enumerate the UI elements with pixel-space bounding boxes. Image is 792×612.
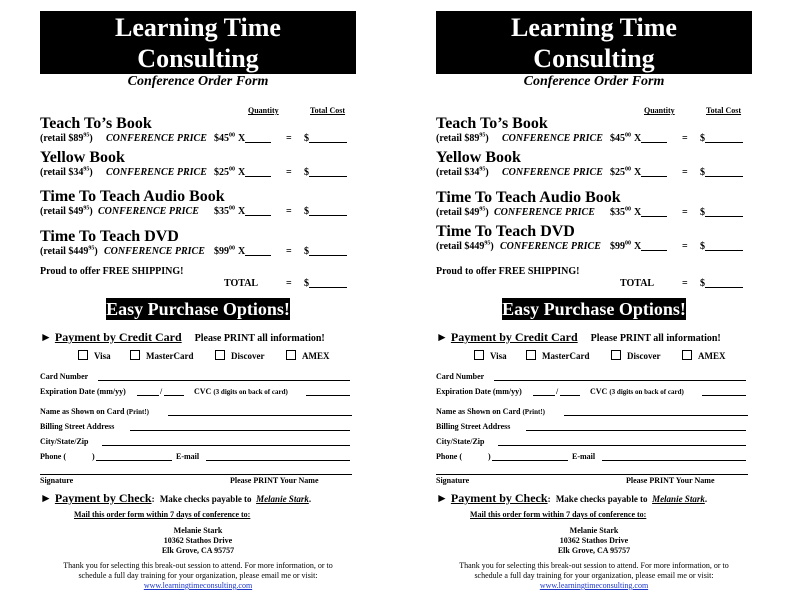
check-heading: ► Payment by Check: Make checks payable to Melanie Stark. bbox=[436, 491, 708, 505]
equals-sign: = bbox=[682, 278, 688, 289]
checkbox-icon[interactable] bbox=[78, 350, 88, 360]
conference-price: $\$35^{00}$ bbox=[610, 206, 631, 218]
conference-price-label: CONFERENCE PRICE bbox=[106, 167, 207, 178]
retail-price: (retail $\$49^{95}$) bbox=[40, 205, 93, 217]
total-label: TOTAL bbox=[620, 278, 655, 289]
banner-line-2: Consulting bbox=[533, 44, 655, 73]
name-on-card-field[interactable]: Name as Shown on Card (Print!) bbox=[436, 407, 748, 419]
quantity-column-header: Quantity bbox=[248, 106, 279, 115]
total-row bbox=[436, 278, 752, 290]
equals-sign: = bbox=[286, 167, 292, 178]
thank-you-note: Thank you for selecting this break-out session to attend. For more information, or to schedule a full day training for your organization, please email me or visit: www.learningtimeconsulting.com bbox=[436, 561, 752, 591]
check-title: Payment by Check bbox=[54, 491, 152, 505]
conference-price-label: CONFERENCE PRICE bbox=[502, 167, 603, 178]
line-total-field[interactable]: $ bbox=[304, 167, 309, 178]
company-banner bbox=[436, 11, 752, 74]
print-name-label: Please PRINT Your Name bbox=[626, 476, 715, 485]
card-option-amex[interactable]: AMEX bbox=[286, 350, 330, 361]
banner-line-2: Consulting bbox=[137, 44, 259, 73]
equals-sign: = bbox=[286, 246, 292, 257]
arrow-right-icon: ► bbox=[40, 330, 52, 344]
card-number-field[interactable]: Card Number bbox=[40, 372, 352, 384]
quantity-field[interactable]: X bbox=[634, 241, 641, 252]
arrow-right-icon: ► bbox=[436, 330, 448, 344]
print-name-label: Please PRINT Your Name bbox=[230, 476, 319, 485]
address-name: Melanie Stark bbox=[173, 526, 223, 535]
banner-line-1: Learning Time bbox=[511, 13, 677, 42]
conference-price: $\$99^{00}$ bbox=[214, 245, 235, 257]
product-price-row bbox=[436, 133, 752, 145]
total-field[interactable]: $ bbox=[700, 278, 705, 289]
order-form-right bbox=[436, 0, 756, 612]
conference-price-label: CONFERENCE PRICE bbox=[500, 241, 601, 252]
website-link[interactable]: www.learningtimeconsulting.com bbox=[539, 581, 649, 590]
checkbox-icon[interactable] bbox=[682, 350, 692, 360]
check-title: Payment by Check bbox=[450, 491, 548, 505]
expiration-field[interactable]: Expiration Date (mm/yy) / CVC (3 digits on back of card) bbox=[40, 387, 352, 399]
product-price-row bbox=[436, 241, 752, 253]
total-row bbox=[40, 278, 356, 290]
card-type-options bbox=[474, 350, 754, 364]
equals-sign: = bbox=[286, 133, 292, 144]
quantity-field[interactable]: X bbox=[238, 133, 245, 144]
equals-sign: = bbox=[682, 133, 688, 144]
product-title: Teach To’s Book bbox=[40, 115, 152, 132]
conference-price-label: CONFERENCE PRICE bbox=[98, 206, 199, 217]
line-total-field[interactable]: $ bbox=[700, 207, 705, 218]
line-total-field[interactable]: $ bbox=[700, 133, 705, 144]
retail-price: (retail $\$449^{95}$) bbox=[40, 245, 98, 257]
form-subtitle: Conference Order Form bbox=[127, 74, 269, 89]
quantity-field[interactable]: X bbox=[238, 167, 245, 178]
website-link[interactable]: www.learningtimeconsulting.com bbox=[143, 581, 253, 590]
retail-price: (retail $\$89^{95}$) bbox=[40, 132, 93, 144]
conference-price-label: CONFERENCE PRICE bbox=[106, 133, 207, 144]
mail-instructions: Mail this order form within 7 days of conference to: bbox=[470, 510, 647, 519]
product-price-row bbox=[40, 167, 356, 179]
easy-purchase-banner: Easy Purchase Options! bbox=[106, 299, 290, 319]
signature-label: Signature bbox=[40, 476, 74, 485]
conference-price: $\$45^{00}$ bbox=[610, 132, 631, 144]
total-label: TOTAL bbox=[224, 278, 259, 289]
billing-address-field[interactable]: Billing Street Address bbox=[40, 422, 352, 434]
arrow-right-icon: ► bbox=[40, 491, 52, 505]
check-heading: ► Payment by Check: Make checks payable to Melanie Stark. bbox=[40, 491, 312, 505]
product-title: Time To Teach Audio Book bbox=[436, 189, 621, 206]
checkbox-icon[interactable] bbox=[526, 350, 536, 360]
conference-price-label: CONFERENCE PRICE bbox=[104, 246, 205, 257]
address-name: Melanie Stark bbox=[569, 526, 619, 535]
card-option-mastercard[interactable]: MasterCard bbox=[526, 350, 589, 361]
free-shipping-note: Proud to offer FREE SHIPPING! bbox=[40, 266, 184, 277]
credit-card-title: Payment by Credit Card bbox=[54, 330, 182, 344]
retail-price: (retail $\$34^{95}$) bbox=[40, 166, 93, 178]
product-price-row bbox=[436, 207, 752, 219]
product-title: Time To Teach Audio Book bbox=[40, 188, 225, 205]
order-form-left bbox=[40, 0, 360, 612]
print-note: Please PRINT all information! bbox=[194, 333, 325, 344]
address-street: 10362 Stathos Drive bbox=[559, 536, 629, 545]
expiration-field[interactable]: Expiration Date (mm/yy) / CVC (3 digits on back of card) bbox=[436, 387, 748, 399]
quantity-field[interactable]: X bbox=[238, 246, 245, 257]
conference-price: $\$99^{00}$ bbox=[610, 240, 631, 252]
card-option-visa[interactable]: Visa bbox=[78, 350, 111, 361]
retail-price: (retail $\$34^{95}$) bbox=[436, 166, 489, 178]
card-option-amex[interactable]: AMEX bbox=[682, 350, 726, 361]
card-type-options bbox=[78, 350, 358, 364]
form-subtitle: Conference Order Form bbox=[523, 74, 665, 89]
quantity-field[interactable]: X bbox=[634, 133, 641, 144]
retail-price: (retail $\$449^{95}$) bbox=[436, 240, 494, 252]
line-total-field[interactable]: $ bbox=[700, 167, 705, 178]
free-shipping-note: Proud to offer FREE SHIPPING! bbox=[436, 266, 580, 277]
address-street: 10362 Stathos Drive bbox=[163, 536, 233, 545]
quantity-field[interactable]: X bbox=[238, 206, 245, 217]
checkbox-icon[interactable] bbox=[215, 350, 225, 360]
total-cost-column-header: Total Cost bbox=[706, 106, 742, 115]
city-state-zip-field[interactable]: City/State/Zip bbox=[436, 437, 748, 449]
banner-line-1: Learning Time bbox=[115, 13, 281, 42]
quantity-field[interactable]: X bbox=[634, 207, 641, 218]
equals-sign: = bbox=[682, 207, 688, 218]
equals-sign: = bbox=[682, 241, 688, 252]
total-cost-column-header: Total Cost bbox=[310, 106, 346, 115]
retail-price: (retail $\$49^{95}$) bbox=[436, 206, 489, 218]
total-field[interactable]: $ bbox=[304, 278, 309, 289]
card-option-discover[interactable]: Discover bbox=[215, 350, 265, 361]
card-number-field[interactable]: Card Number bbox=[436, 372, 748, 384]
address-city: Elk Grove, CA 95757 bbox=[161, 546, 235, 555]
signature-line[interactable] bbox=[40, 474, 352, 475]
quantity-column-header: Quantity bbox=[644, 106, 675, 115]
credit-card-heading bbox=[436, 330, 721, 345]
product-title: Time To Teach DVD bbox=[40, 228, 179, 245]
address-city: Elk Grove, CA 95757 bbox=[557, 546, 631, 555]
card-option-discover[interactable]: Discover bbox=[611, 350, 661, 361]
equals-sign: = bbox=[682, 167, 688, 178]
product-title: Teach To’s Book bbox=[436, 115, 548, 132]
conference-price-label: CONFERENCE PRICE bbox=[502, 133, 603, 144]
line-total-field[interactable]: $ bbox=[700, 241, 705, 252]
conference-price: $\$45^{00}$ bbox=[214, 132, 235, 144]
equals-sign: = bbox=[286, 278, 292, 289]
easy-purchase-banner: Easy Purchase Options! bbox=[502, 299, 686, 319]
line-total-field[interactable]: $ bbox=[304, 133, 309, 144]
conference-price-label: CONFERENCE PRICE bbox=[494, 207, 595, 218]
line-total-field[interactable]: $ bbox=[304, 246, 309, 257]
check-payable-note: Make checks payable to Melanie Stark. bbox=[555, 494, 708, 504]
product-title: Time To Teach DVD bbox=[436, 223, 575, 240]
product-title: Yellow Book bbox=[436, 149, 521, 166]
arrow-right-icon: ► bbox=[436, 491, 448, 505]
checkbox-icon[interactable] bbox=[611, 350, 621, 360]
product-price-row bbox=[40, 246, 356, 258]
line-total-field[interactable]: $ bbox=[304, 206, 309, 217]
checkbox-icon[interactable] bbox=[286, 350, 296, 360]
card-option-mastercard[interactable]: MasterCard bbox=[130, 350, 193, 361]
conference-price: $\$25^{00}$ bbox=[610, 166, 631, 178]
thank-you-note: Thank you for selecting this break-out session to attend. For more information, or to schedule a full day training for your organization, please email me or visit: www.learningtimeconsulting.com bbox=[40, 561, 356, 591]
phone-email-field[interactable]: Phone ( ) E-mail bbox=[436, 452, 748, 464]
check-payable-note: Make checks payable to Melanie Stark. bbox=[159, 494, 312, 504]
signature-line[interactable] bbox=[436, 474, 748, 475]
product-price-row bbox=[436, 167, 752, 179]
signature-label: Signature bbox=[436, 476, 470, 485]
card-option-visa[interactable]: Visa bbox=[474, 350, 507, 361]
conference-price: $\$25^{00}$ bbox=[214, 166, 235, 178]
company-banner bbox=[40, 11, 356, 74]
phone-email-field[interactable]: Phone ( ) E-mail bbox=[40, 452, 352, 464]
checkbox-icon[interactable] bbox=[130, 350, 140, 360]
print-note: Please PRINT all information! bbox=[590, 333, 721, 344]
equals-sign: = bbox=[286, 206, 292, 217]
product-price-row bbox=[40, 206, 356, 218]
billing-address-field[interactable]: Billing Street Address bbox=[436, 422, 748, 434]
product-title: Yellow Book bbox=[40, 149, 125, 166]
mail-instructions: Mail this order form within 7 days of conference to: bbox=[74, 510, 251, 519]
name-on-card-field[interactable]: Name as Shown on Card (Print!) bbox=[40, 407, 352, 419]
product-price-row bbox=[40, 133, 356, 145]
conference-price: $\$35^{00}$ bbox=[214, 205, 235, 217]
checkbox-icon[interactable] bbox=[474, 350, 484, 360]
city-state-zip-field[interactable]: City/State/Zip bbox=[40, 437, 352, 449]
credit-card-title: Payment by Credit Card bbox=[450, 330, 578, 344]
retail-price: (retail $\$89^{95}$) bbox=[436, 132, 489, 144]
quantity-field[interactable]: X bbox=[634, 167, 641, 178]
credit-card-heading bbox=[40, 330, 325, 345]
